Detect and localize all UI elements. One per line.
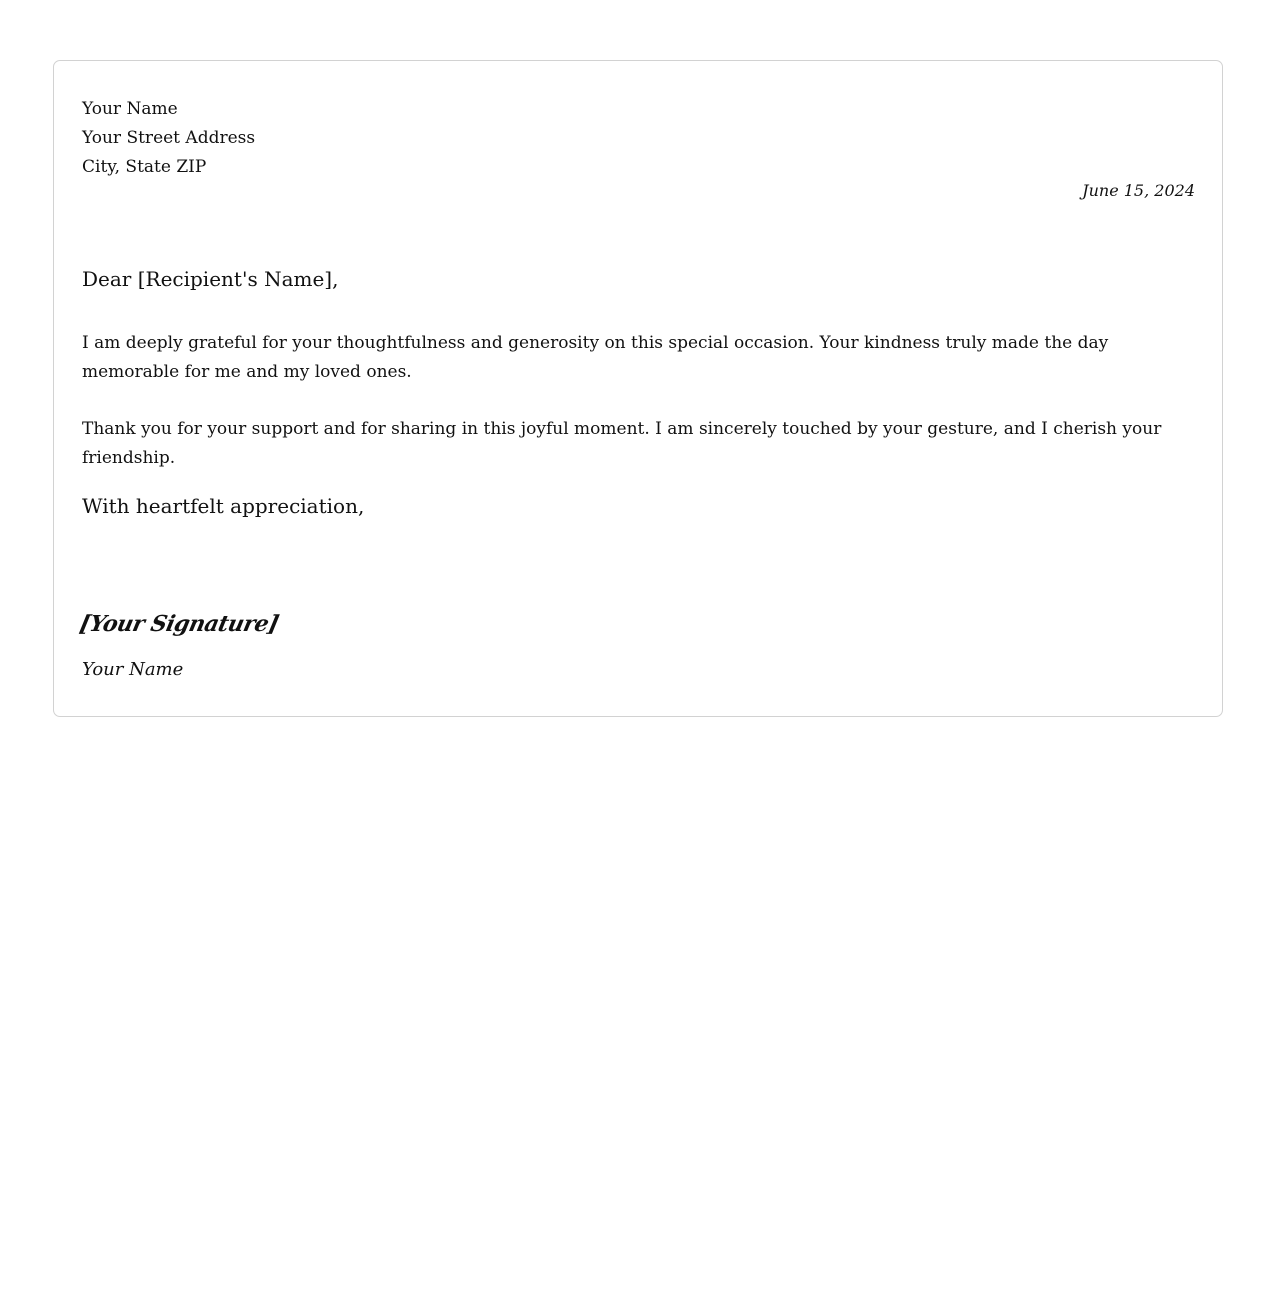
signature: [Your Signature] <box>77 611 281 637</box>
salutation: Dear [Recipient's Name], <box>82 267 339 291</box>
letter-card <box>53 60 1223 717</box>
signer-name: Your Name <box>82 659 184 680</box>
closing: With heartfelt appreciation, <box>82 494 365 518</box>
sender-name: Your Name <box>82 99 178 119</box>
body-paragraph-2: Thank you for your support and for sharing in this joyful moment. I am sincerely touched by your gesture, and I cherish your friendship. <box>82 419 1162 468</box>
sender-city-state-zip: City, State ZIP <box>82 157 207 177</box>
letter-date: June 15, 2024 <box>1082 181 1195 200</box>
sender-address-block <box>82 95 255 182</box>
body-paragraph-1: I am deeply grateful for your thoughtfulness and generosity on this special occasion. Your kindness truly made the day memorable for me and my loved ones. <box>82 333 1109 382</box>
sender-street: Your Street Address <box>82 128 256 148</box>
